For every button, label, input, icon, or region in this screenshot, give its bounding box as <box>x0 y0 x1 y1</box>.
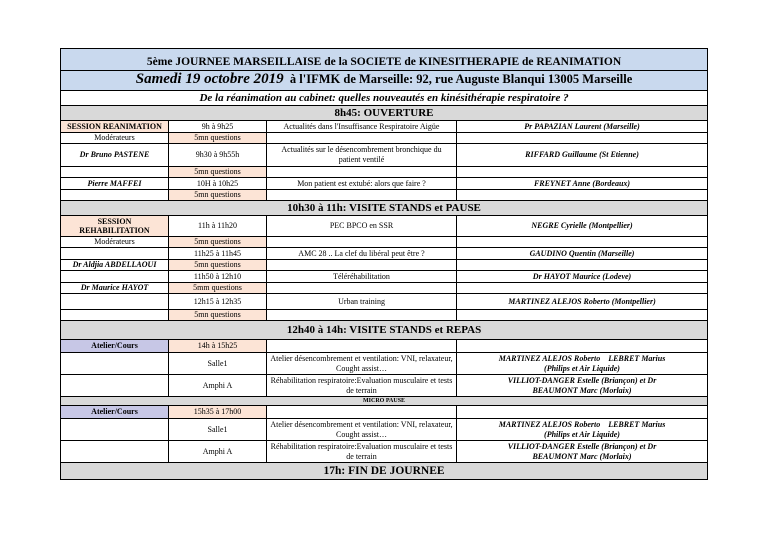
workshop-room: Salle1 <box>169 353 267 375</box>
workshop-speaker-c: (Philips et Air Liquide) <box>544 429 620 439</box>
questions-slot: 5mn questions <box>169 133 267 144</box>
talk-speaker: GAUDINO Quentin (Marseille) <box>457 248 708 260</box>
talk-time: 12h15 à 12h35 <box>169 294 267 310</box>
moderators-label: Modérateurs <box>61 237 169 248</box>
workshop-label: Atelier/Cours <box>61 340 169 353</box>
workshop-speaker-c: BEAUMONT Marc (Morlaix) <box>532 451 632 461</box>
session-label-rehabilitation: SESSION REHABILITATION <box>61 216 169 237</box>
questions-slot: 5mm questions <box>169 283 267 294</box>
talk-speaker: Dr HAYOT Maurice (Lodeve) <box>457 271 708 283</box>
break-band: 10h30 à 11h: VISITE STANDS et PAUSE <box>61 201 708 216</box>
questions-slot: 5mn questions <box>169 260 267 271</box>
workshop-label: Atelier/Cours <box>61 406 169 419</box>
event-title: 5ème JOURNEE MARSEILLAISE de la SOCIETE de KINESITHERAPIE de REANIMATION <box>61 49 708 71</box>
talk-title: Urban training <box>267 294 457 310</box>
talk-time: 9h à 9h25 <box>169 121 267 133</box>
workshop-speakers <box>457 375 708 397</box>
workshop-room: Amphi A <box>169 441 267 463</box>
talk-title: Mon patient est extubé: alors que faire ? <box>267 178 457 190</box>
program-table <box>60 48 708 480</box>
session-label-reanimation: SESSION REANIMATION <box>61 121 169 133</box>
event-date-venue <box>61 71 708 91</box>
talk-time: 11h50 à 12h10 <box>169 271 267 283</box>
opening-band: 8h45: OUVERTURE <box>61 106 708 121</box>
lunch-band: 12h40 à 14h: VISITE STANDS et REPAS <box>61 321 708 340</box>
workshop-speaker-c: (Philips et Air Liquide) <box>544 363 620 373</box>
event-venue: à l'IFMK de Marseille: 92, rue Auguste Blanqui 13005 Marseille <box>289 71 633 86</box>
workshop-speakers <box>457 441 708 463</box>
workshop-speaker-b: LEBRET Marius <box>608 419 666 429</box>
talk-speaker: NEGRE Cyrielle (Montpellier) <box>457 216 708 237</box>
moderator-name: Dr Bruno PASTENE <box>61 144 169 167</box>
event-date: Samedi 19 octobre 2019 <box>135 70 284 87</box>
workshop-speaker-a: VILLIOT-DANGER Estelle (Briançon) et Dr <box>507 441 657 451</box>
talk-time: 10H à 10h25 <box>169 178 267 190</box>
workshop-speaker-a: MARTINEZ ALEJOS Roberto <box>498 419 601 429</box>
workshop-title: Atelier désencombrement et ventilation: VNI, relaxateur, Cought assist… <box>267 419 457 441</box>
talk-time: 9h30 à 9h55h <box>169 144 267 167</box>
closing-band: 17h: FIN DE JOURNEE <box>61 463 708 480</box>
workshop-speaker-c: BEAUMONT Marc (Morlaix) <box>532 385 632 395</box>
workshop-time: 14h à 15h25 <box>169 340 267 353</box>
talk-speaker: FREYNET Anne (Bordeaux) <box>457 178 708 190</box>
workshop-title: Réhabilitation respiratoire:Evaluation musculaire et tests de terrain <box>267 441 457 463</box>
questions-slot: 5mn questions <box>169 310 267 321</box>
questions-slot: 5mn questions <box>169 190 267 201</box>
talk-speaker: RIFFARD Guillaume (St Etienne) <box>457 144 708 167</box>
questions-slot: 5mn questions <box>169 167 267 178</box>
workshop-speaker-b: LEBRET Marius <box>608 353 666 363</box>
talk-time: 11h25 à 11h45 <box>169 248 267 260</box>
moderator-name: Pierre MAFFEI <box>61 178 169 190</box>
moderators-label: Modérateurs <box>61 133 169 144</box>
talk-title: Actualités sur le désencombrement bronchique du patient ventilé <box>267 144 457 167</box>
questions-slot: 5mn questions <box>169 237 267 248</box>
micro-pause-band: MICRO PAUSE <box>61 397 708 406</box>
workshop-speaker-a: VILLIOT-DANGER Estelle (Briançon) et Dr <box>507 375 657 385</box>
talk-title: Actualités dans l'Insuffisance Respiratoire Aigüe <box>267 121 457 133</box>
workshop-time: 15h35 à 17h00 <box>169 406 267 419</box>
workshop-title: Réhabilitation respiratoire:Evaluation musculaire et tests de terrain <box>267 375 457 397</box>
workshop-speakers <box>457 353 708 375</box>
workshop-speakers <box>457 419 708 441</box>
event-theme: De la réanimation au cabinet: quelles nouveautés en kinésithérapie respiratoire ? <box>61 91 708 106</box>
workshop-room: Amphi A <box>169 375 267 397</box>
talk-time: 11h à 11h20 <box>169 216 267 237</box>
workshop-title: Atelier désencombrement et ventilation: VNI, relaxateur, Cought assist… <box>267 353 457 375</box>
talk-title: Téléréhabilitation <box>267 271 457 283</box>
moderator-name: Dr Aldjia ABDELLAOUI <box>61 260 169 271</box>
talk-title: PEC BPCO en SSR <box>267 216 457 237</box>
talk-speaker: Pr PAPAZIAN Laurent (Marseille) <box>457 121 708 133</box>
talk-speaker: MARTINEZ ALEJOS Roberto (Montpellier) <box>457 294 708 310</box>
moderator-name: Dr Maurice HAYOT <box>61 283 169 294</box>
workshop-room: Salle1 <box>169 419 267 441</box>
workshop-speaker-a: MARTINEZ ALEJOS Roberto <box>498 353 601 363</box>
talk-title: AMC 28 .. La clef du libéral peut être ? <box>267 248 457 260</box>
